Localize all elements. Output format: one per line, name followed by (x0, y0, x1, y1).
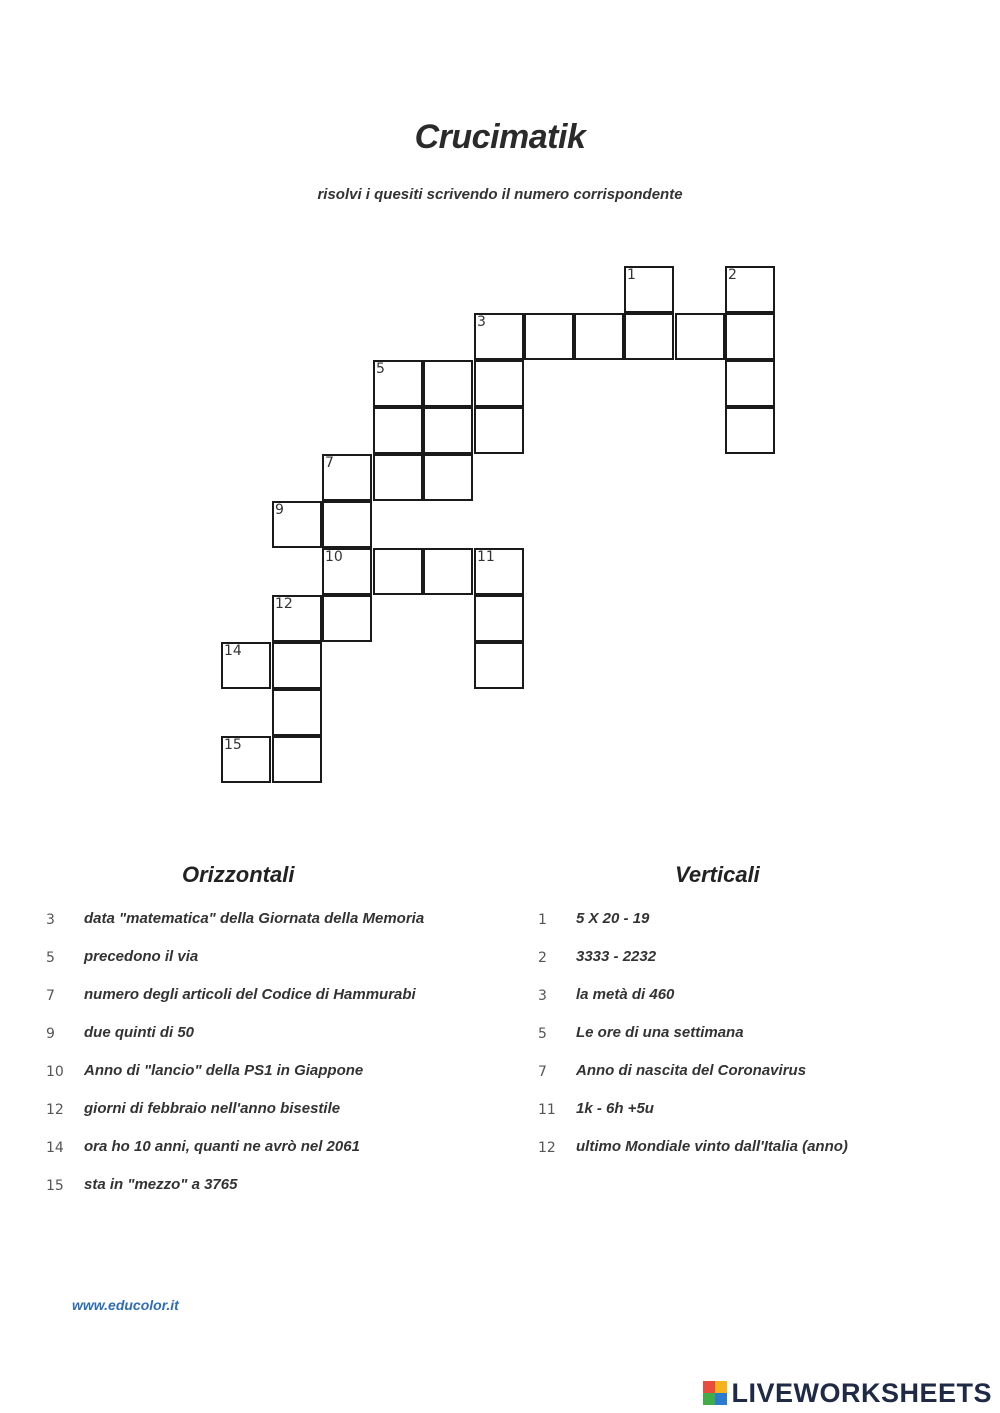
clue-text: Anno di nascita del Coronavirus (576, 1062, 807, 1079)
across-clue-list (46, 910, 496, 1214)
page-title: Crucimatik (414, 118, 586, 156)
clue-text: ultimo Mondiale vinto dall'Italia (anno) (576, 1138, 848, 1155)
cell-input[interactable] (425, 362, 471, 405)
crossword-cell[interactable] (524, 313, 574, 360)
crossword-cell[interactable] (474, 360, 524, 407)
crossword-cell[interactable] (373, 360, 423, 407)
clue-number: 1 (538, 912, 547, 928)
clue-text: Le ore di una settimana (576, 1024, 744, 1041)
clue-text: Anno di "lancio" della PS1 in Giappone (84, 1062, 364, 1079)
cell-number: 11 (477, 549, 495, 565)
cell-input[interactable] (274, 503, 320, 546)
clue-across-15 (46, 1176, 496, 1214)
cell-input[interactable] (274, 597, 320, 640)
cell-input[interactable] (324, 550, 370, 593)
clue-across-3 (46, 910, 496, 948)
cell-input[interactable] (526, 315, 572, 358)
logo-square-2 (715, 1381, 727, 1393)
clue-down-5 (538, 1024, 978, 1062)
clue-down-11 (538, 1100, 978, 1138)
clue-number: 5 (538, 1026, 547, 1042)
crossword-cell[interactable] (574, 313, 624, 360)
cell-number: 12 (275, 596, 293, 612)
clue-across-12 (46, 1100, 496, 1138)
liveworksheets-logo-icon (703, 1381, 727, 1405)
cell-input[interactable] (476, 362, 522, 405)
crossword-cell[interactable] (675, 313, 725, 360)
crossword-cell[interactable] (322, 548, 372, 595)
crossword-cell[interactable] (725, 266, 775, 313)
crossword-cell[interactable] (474, 548, 524, 595)
clue-number: 14 (46, 1140, 64, 1156)
crossword-cell[interactable] (373, 548, 423, 595)
crossword-cell[interactable] (373, 454, 423, 501)
cell-input[interactable] (626, 268, 672, 311)
liveworksheets-brand (703, 1376, 992, 1410)
crossword-cell[interactable] (474, 642, 524, 689)
cell-input[interactable] (274, 738, 320, 781)
crossword-cell[interactable] (272, 642, 322, 689)
crossword-cell[interactable] (624, 266, 674, 313)
cell-input[interactable] (576, 315, 622, 358)
crossword-cell[interactable] (474, 313, 524, 360)
crossword-cell[interactable] (624, 313, 674, 360)
cell-number: 3 (477, 314, 486, 330)
cell-number: 15 (224, 737, 242, 753)
clue-text: giorni di febbraio nell'anno bisestile (84, 1100, 341, 1117)
cell-input[interactable] (476, 409, 522, 452)
clue-text: numero degli articoli del Codice di Hammurabi (84, 986, 416, 1003)
crossword-cell[interactable] (322, 595, 372, 642)
crossword-cell[interactable] (423, 360, 473, 407)
cell-number: 2 (728, 267, 737, 283)
cell-input[interactable] (476, 597, 522, 640)
crossword-cell[interactable] (423, 454, 473, 501)
cell-number: 14 (224, 643, 242, 659)
clue-number: 11 (538, 1102, 556, 1118)
crossword-cell[interactable] (322, 501, 372, 548)
clue-number: 15 (46, 1178, 64, 1194)
cell-input[interactable] (677, 315, 723, 358)
cell-input[interactable] (425, 409, 471, 452)
crossword-cell[interactable] (221, 736, 271, 783)
cell-input[interactable] (727, 362, 773, 405)
cell-input[interactable] (425, 456, 471, 499)
clue-text: ora ho 10 anni, quanti ne avrò nel 2061 (84, 1138, 360, 1155)
clue-down-7 (538, 1062, 978, 1100)
cell-input[interactable] (727, 268, 773, 311)
clue-across-9 (46, 1024, 496, 1062)
clue-text: 3333 - 2232 (576, 948, 657, 965)
crossword-cell[interactable] (423, 548, 473, 595)
clue-across-10 (46, 1062, 496, 1100)
clue-down-1 (538, 910, 978, 948)
cell-input[interactable] (375, 362, 421, 405)
cell-input[interactable] (223, 738, 269, 781)
cell-input[interactable] (375, 550, 421, 593)
clue-text: 5 X 20 - 19 (576, 910, 650, 927)
crossword-cell[interactable] (322, 454, 372, 501)
clue-text: sta in "mezzo" a 3765 (84, 1176, 238, 1193)
clue-number: 7 (46, 988, 55, 1004)
cell-input[interactable] (274, 644, 320, 687)
cell-input[interactable] (375, 409, 421, 452)
cell-input[interactable] (727, 409, 773, 452)
cell-input[interactable] (727, 315, 773, 358)
clue-text: la metà di 460 (576, 986, 675, 1003)
crossword-cell[interactable] (272, 595, 322, 642)
cell-number: 10 (325, 549, 343, 565)
crossword-cell[interactable] (373, 407, 423, 454)
clue-number: 7 (538, 1064, 547, 1080)
across-heading: Orizzontali (182, 862, 295, 887)
clue-down-3 (538, 986, 978, 1024)
crossword-cell[interactable] (221, 642, 271, 689)
clue-number: 2 (538, 950, 547, 966)
cell-input[interactable] (324, 597, 370, 640)
crossword-cell[interactable] (272, 689, 322, 736)
crossword-cell[interactable] (474, 407, 524, 454)
crossword-cell[interactable] (725, 407, 775, 454)
clue-number: 3 (538, 988, 547, 1004)
clue-number: 5 (46, 950, 55, 966)
clue-text: due quinti di 50 (84, 1024, 195, 1041)
clue-across-14 (46, 1138, 496, 1176)
clue-number: 3 (46, 912, 55, 928)
cell-input[interactable] (425, 550, 471, 593)
clue-text: data "matematica" della Giornata della Memoria (84, 910, 425, 927)
cell-input[interactable] (223, 644, 269, 687)
crossword-cell[interactable] (725, 313, 775, 360)
clue-down-12 (538, 1138, 978, 1176)
crossword-cell[interactable] (725, 360, 775, 407)
cell-input[interactable] (324, 503, 370, 546)
clue-number: 12 (538, 1140, 556, 1156)
cell-number: 9 (275, 502, 284, 518)
cell-input[interactable] (476, 315, 522, 358)
cell-number: 1 (627, 267, 636, 283)
cell-input[interactable] (375, 456, 421, 499)
down-heading: Verticali (675, 862, 760, 887)
crossword-cell[interactable] (423, 407, 473, 454)
clue-number: 10 (46, 1064, 64, 1080)
liveworksheets-wordmark: LIVEWORKSHEETS (731, 1377, 992, 1408)
clue-number: 12 (46, 1102, 64, 1118)
educolor-link[interactable]: www.educolor.it (72, 1297, 179, 1313)
cell-input[interactable] (476, 644, 522, 687)
crossword-cell[interactable] (272, 501, 322, 548)
cell-input[interactable] (476, 550, 522, 593)
clue-across-7 (46, 986, 496, 1024)
clue-down-2 (538, 948, 978, 986)
page-subtitle: risolvi i quesiti scrivendo il numero corrispondente (317, 186, 683, 203)
down-clue-list (538, 910, 978, 1176)
cell-input[interactable] (626, 315, 672, 358)
clue-across-5 (46, 948, 496, 986)
cell-input[interactable] (324, 456, 370, 499)
clue-text: precedono il via (84, 948, 199, 965)
cell-number: 5 (376, 361, 385, 377)
cell-input[interactable] (274, 691, 320, 734)
logo-square-4 (715, 1393, 727, 1405)
clue-number: 9 (46, 1026, 55, 1042)
crossword-cell[interactable] (474, 595, 524, 642)
logo-square-3 (703, 1393, 715, 1405)
crossword-cell[interactable] (272, 736, 322, 783)
logo-square-1 (703, 1381, 715, 1393)
cell-number: 7 (325, 455, 334, 471)
clue-text: 1k - 6h +5u (576, 1100, 654, 1117)
